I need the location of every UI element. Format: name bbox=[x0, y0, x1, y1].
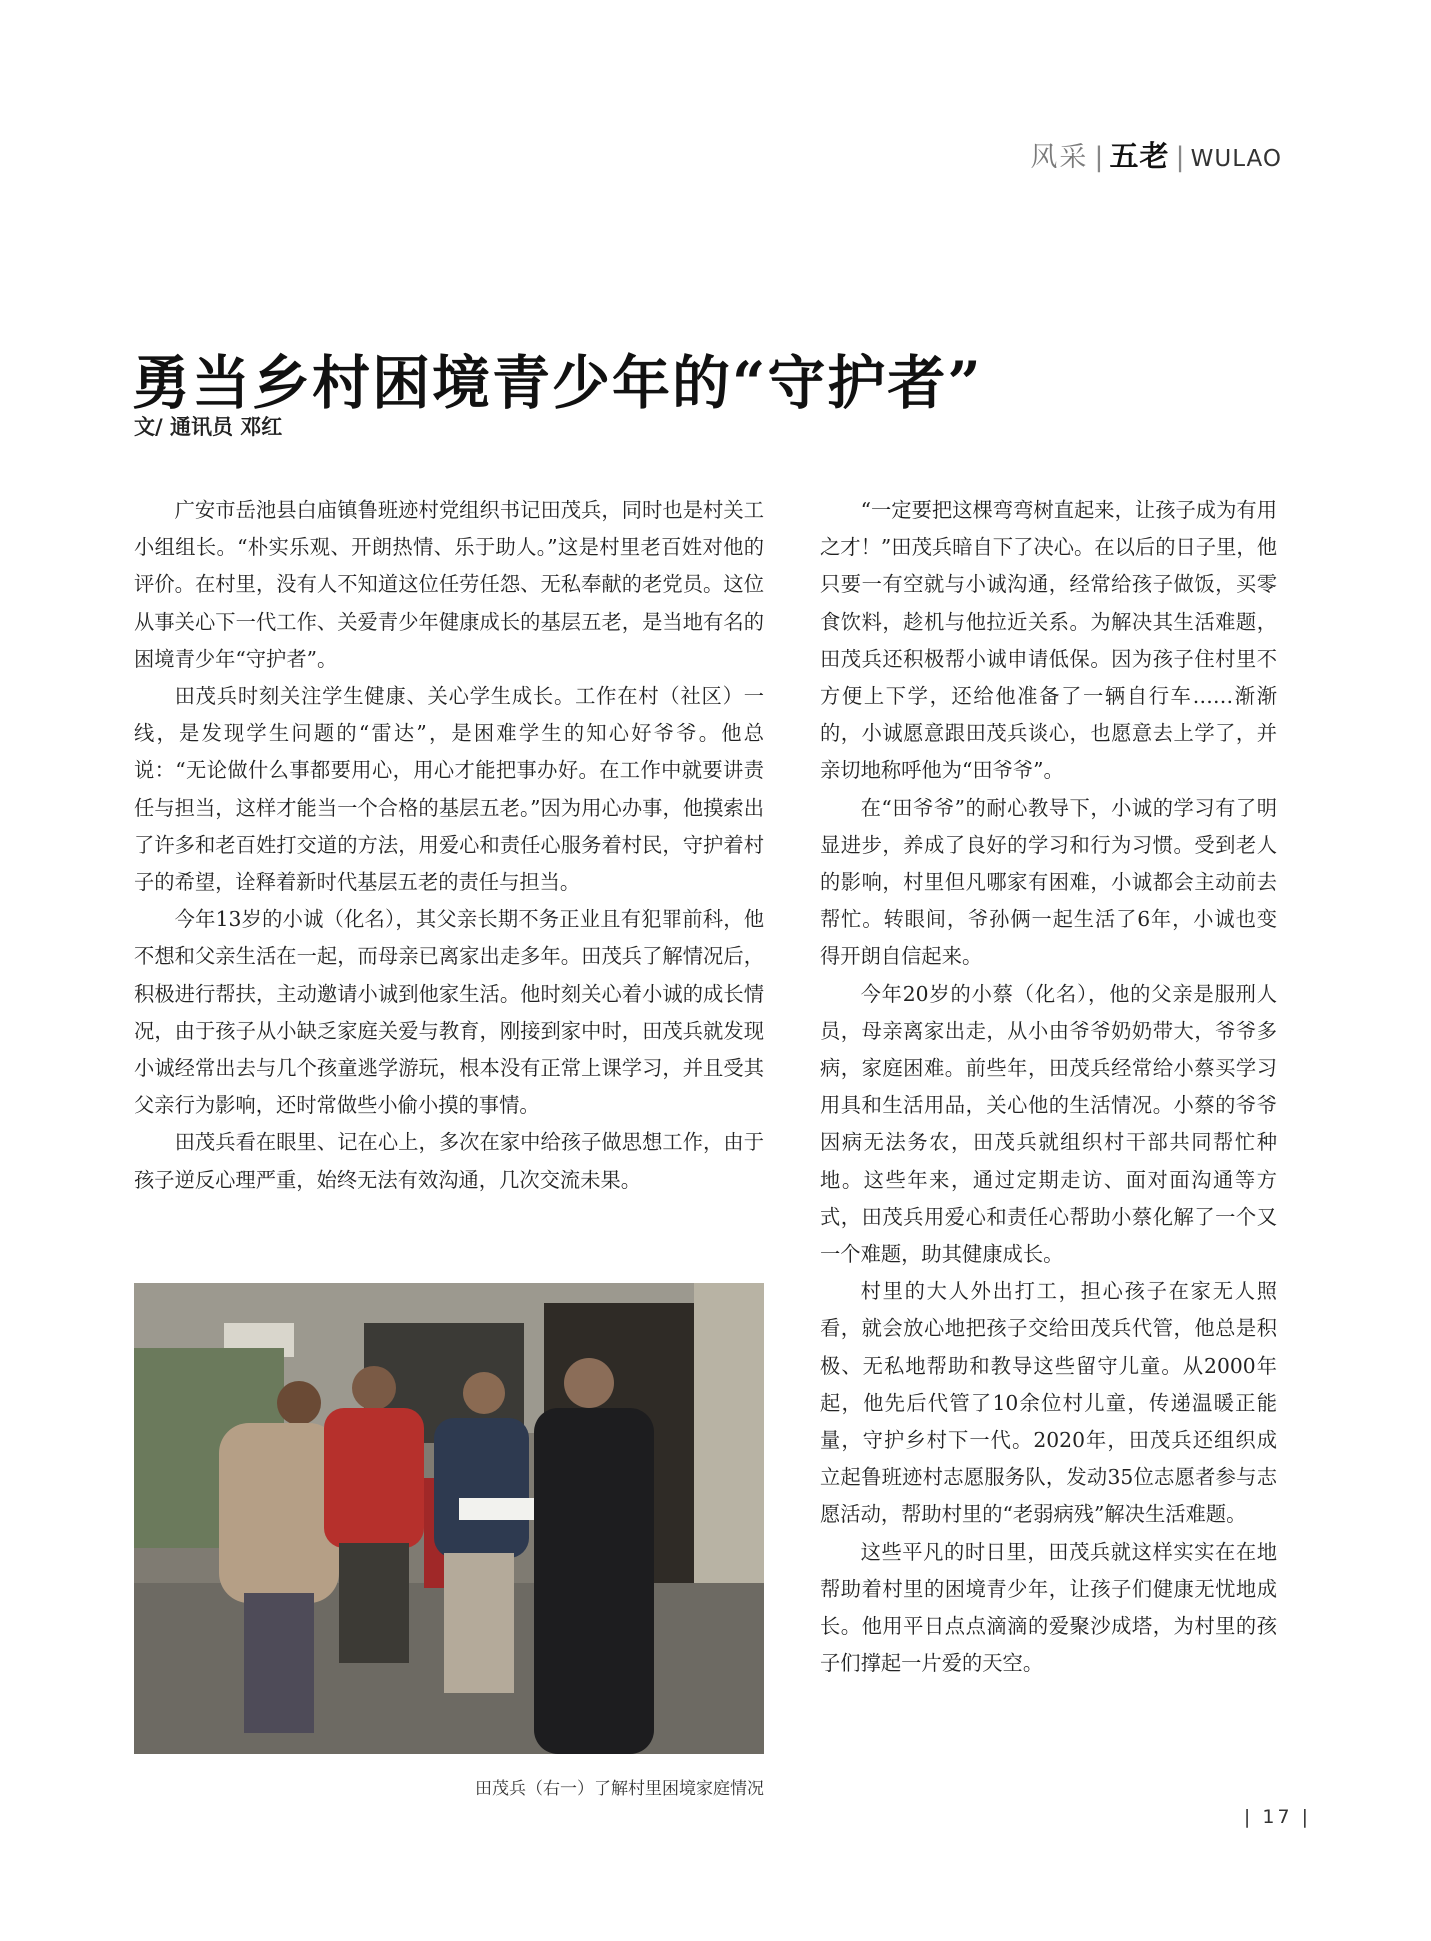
article-title: 勇当乡村困境青少年的“守护者” bbox=[132, 349, 983, 417]
left-column bbox=[134, 492, 764, 1199]
column-name: 五老 bbox=[1109, 139, 1170, 173]
page-number bbox=[1244, 1806, 1311, 1828]
paragraph: 今年20岁的小蔡（化名），他的父亲是服刑人员，母亲离家出走，从小由爷爷奶奶带大，爷爷多病，家庭困难。前些年，田茂兵经常给小蔡买学习用具和生活用品，关心他的生活情况。小蔡的爷爷因病无法务农，田茂兵就组织村干部共同帮忙种地。这些年来，通过定期走访、面对面沟通等方式，田茂兵用爱心和责任心帮助小蔡化解了一个又一个难题，助其健康成长。 bbox=[820, 981, 1277, 1267]
page-number-divider: | bbox=[1301, 1806, 1311, 1828]
paragraph: 这些平凡的时日里，田茂兵就这样实实在在地帮助着村里的困境青少年，让孩子们健康无忧地成长。他用平日点点滴滴的爱聚沙成塔，为村里的孩子们撑起一片爱的天空。 bbox=[820, 1539, 1277, 1676]
column-name-english: WULAO bbox=[1190, 146, 1282, 172]
paragraph: 村里的大人外出打工，担心孩子在家无人照看，就会放心地把孩子交给田茂兵代管，他总是积极、无私地帮助和教导这些留守儿童。从2000年起，他先后代管了10余位村儿童，传递温暖正能量，守护乡村下一代。2020年，田茂兵还组织成立起鲁班迹村志愿服务队，发动35位志愿者参与志愿活动，帮助村里的“老弱病残”解决生活难题。 bbox=[820, 1279, 1277, 1527]
paragraph: 今年13岁的小诚（化名），其父亲长期不务正业且有犯罪前科，他不想和父亲生活在一起，而母亲已离家出走多年。田茂兵了解情况后，积极进行帮扶，主动邀请小诚到他家生活。他时刻关心着小诚的成长情况，由于孩子从小缺乏家庭关爱与教育，刚接到家中时，田茂兵就发现小诚经常出去与几个孩童逃学游玩，根本没有正常上课学习，并且受其父亲行为影响，还时常做些小偷小摸的事情。 bbox=[134, 907, 764, 1118]
paragraph: 广安市岳池县白庙镇鲁班迹村党组织书记田茂兵，同时也是村关工小组组长。“朴实乐观、开朗热情、乐于助人。”这是村里老百姓对他的评价。在村里，没有人不知道这位任劳任怨、无私奉献的老党员。这位从事关心下一代工作、关爱青少年健康成长的基层五老，是当地有名的困境青少年“守护者”。 bbox=[134, 498, 764, 671]
section-header bbox=[1030, 134, 1282, 175]
article-byline: 文/ 通讯员 邓红 bbox=[134, 415, 283, 439]
article-photo bbox=[134, 1283, 764, 1754]
photo-illustration bbox=[134, 1283, 764, 1754]
right-column bbox=[820, 492, 1277, 1683]
header-divider: | bbox=[1175, 142, 1185, 173]
header-divider: | bbox=[1094, 142, 1104, 173]
page-number-divider: | bbox=[1243, 1806, 1254, 1828]
paragraph: 田茂兵看在眼里、记在心上，多次在家中给孩子做思想工作，由于孩子逆反心理严重，始终无法有效沟通，几次交流未果。 bbox=[134, 1130, 764, 1192]
section-name: 风采 bbox=[1030, 142, 1089, 173]
paragraph: “一定要把这棵弯弯树直起来，让孩子成为有用之才！”田茂兵暗自下了决心。在以后的日子里，他只要一有空就与小诚沟通，经常给孩子做饭，买零食饮料，趁机与他拉近关系。为解决其生活难题，田茂兵还积极帮小诚申请低保。因为孩子住村里不方便上下学，还给他准备了一辆自行车……渐渐的，小诚愿意跟田茂兵谈心，也愿意去上学了，并亲切地称呼他为“田爷爷”。 bbox=[820, 498, 1277, 783]
paragraph: 田茂兵时刻关注学生健康、关心学生成长。工作在村（社区）一线，是发现学生问题的“雷达”，是困难学生的知心好爷爷。他总说：“无论做什么事都要用心，用心才能把事办好。在工作中就要讲责任与担当，这样才能当一个合格的基层五老。”因为用心办事，他摸索出了许多和老百姓打交道的方法，用爱心和责任心服务着村民，守护着村子的希望，诠释着新时代基层五老的责任与担当。 bbox=[134, 684, 764, 895]
photo-caption: 田茂兵（右一）了解村里困境家庭情况 bbox=[475, 1779, 764, 1799]
paragraph: 在“田爷爷”的耐心教导下，小诚的学习有了明显进步，养成了良好的学习和行为习惯。受到老人的影响，村里但凡哪家有困难，小诚都会主动前去帮忙。转眼间，爷孙俩一起生活了6年，小诚也变得开朗自信起来。 bbox=[820, 795, 1277, 969]
page-number-value: 17 bbox=[1262, 1806, 1293, 1828]
